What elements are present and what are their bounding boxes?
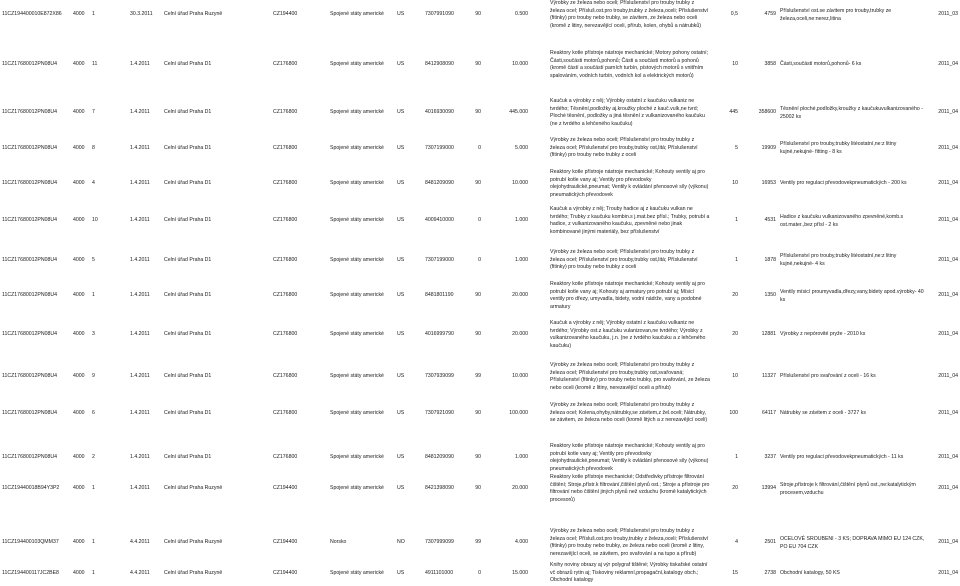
cell-office[interactable]: Celní úřad Praha Ruzyně	[164, 485, 223, 491]
cell-tariff[interactable]: 7307199000	[425, 257, 454, 263]
cell-cc[interactable]: US	[397, 11, 405, 17]
cell-f[interactable]: 20.000	[512, 331, 528, 337]
cell-g[interactable]: 445	[729, 109, 738, 115]
table-row[interactable]	[0, 362, 960, 402]
cell-e[interactable]: 90	[475, 180, 481, 186]
table-row[interactable]	[0, 50, 960, 98]
cell-id[interactable]: 11CZ17680012PN08U4	[2, 331, 57, 337]
cell-f[interactable]: 10.000	[512, 180, 528, 186]
cell-code[interactable]: CZ176800	[273, 454, 298, 460]
table-row[interactable]	[0, 281, 960, 320]
cell-f[interactable]: 0.500	[515, 11, 528, 17]
cell-a[interactable]: 4000	[73, 373, 85, 379]
cell-desc[interactable]: Výrobky ze železa nebo oceli; Příslušenství pro trouby trubky z železa ocel; Přísluš.ost.pro trouby,trubky z železa,oceli; Příslušenství (fitinky) pro trouby nebo trubky, se závitem, ze železa nebo oceli (kromě z litiny, nerezavějící oceli, přírub, kolen, ohybů a nátrubků)	[550, 0, 709, 29]
cell-item[interactable]: Hadice z kaučuku vulkanizovaného zpevněné,komb.s ost.mater.,bez přísl - 2 ks	[780, 214, 904, 228]
cell-b[interactable]: 1	[92, 292, 95, 298]
cell-e[interactable]: 0	[478, 145, 481, 151]
cell-id[interactable]: 11CZ17680012PN08U4	[2, 257, 57, 263]
cell-date[interactable]: 1.4.2011	[130, 373, 150, 379]
cell-g[interactable]: 20	[732, 292, 738, 298]
cell-country[interactable]: Spojené státy americké	[330, 292, 384, 298]
cell-date[interactable]: 1.4.2011	[130, 454, 150, 460]
cell-country[interactable]: Spojené státy americké	[330, 11, 384, 17]
cell-e[interactable]: 90	[475, 410, 481, 416]
cell-id[interactable]: 11CZ17680012PN08U4	[2, 61, 57, 67]
cell-a[interactable]: 4000	[73, 217, 85, 223]
cell-f[interactable]: 1.000	[515, 217, 528, 223]
cell-h[interactable]: 11327	[761, 373, 776, 379]
cell-dt[interactable]: 2011_04	[938, 454, 958, 460]
cell-desc[interactable]: Kaučuk a výrobky z něj; Výrobky ostatní z kaučuku vulkaniz ne tvrdého; Těsnění,podložky aj.kroužky ploché z kauč.vulk,ne tvrd; Ploché těsnění, podložky a jiná těsnění z vulkanizovaného kaučuku (ne z tvrdého a lehčeného kaučuku)	[550, 98, 705, 127]
cell-e[interactable]: 90	[475, 485, 481, 491]
cell-dt[interactable]: 2011_04	[938, 570, 958, 576]
cell-a[interactable]: 4000	[73, 410, 85, 416]
cell-a[interactable]: 4000	[73, 257, 85, 263]
cell-a[interactable]: 4000	[73, 109, 85, 115]
cell-item[interactable]: Ventily pro regulaci převodovekpneumatických - 200 ks	[780, 180, 907, 186]
cell-tariff[interactable]: 4911101000	[425, 570, 454, 576]
cell-cc[interactable]: US	[397, 180, 405, 186]
cell-item[interactable]: Stroje,přístroje k filtrování,čištění plynů ost.,ne:katalytickým procesem,vzduchu	[780, 482, 916, 496]
cell-h[interactable]: 13994	[761, 485, 776, 491]
cell-g[interactable]: 20	[732, 485, 738, 491]
cell-office[interactable]: Celní úřad Praha D1	[164, 373, 212, 379]
cell-f[interactable]: 1.000	[515, 257, 528, 263]
cell-date[interactable]: 4.4.2011	[130, 539, 150, 545]
cell-b[interactable]: 1	[92, 570, 95, 576]
cell-date[interactable]: 1.4.2011	[130, 109, 150, 115]
cell-cc[interactable]: US	[397, 570, 405, 576]
cell-f[interactable]: 10.000	[512, 61, 528, 67]
cell-e[interactable]: 0	[478, 570, 481, 576]
table-row[interactable]	[0, 562, 960, 586]
cell-b[interactable]: 1	[92, 485, 95, 491]
cell-b[interactable]: 11	[92, 61, 98, 67]
cell-item[interactable]: Těsnění ploché,podložky,kroužky z kaučukuvulkanizovaného - 25002 ks	[780, 106, 923, 120]
cell-h[interactable]: 3237	[764, 454, 776, 460]
cell-date[interactable]: 1.4.2011	[130, 331, 150, 337]
cell-tariff[interactable]: 7307999099	[425, 539, 454, 545]
cell-code[interactable]: CZ194400	[273, 539, 298, 545]
cell-office[interactable]: Celní úřad Praha Ruzyně	[164, 11, 223, 17]
cell-h[interactable]: 1350	[764, 292, 776, 298]
cell-dt[interactable]: 2011_04	[938, 180, 958, 186]
cell-item[interactable]: Ventily mísicí proumyvadla,dřezy,vany,bidety apod.výrobky- 40 ks	[780, 289, 924, 303]
cell-tariff[interactable]: 8481209090	[425, 454, 454, 460]
cell-code[interactable]: CZ176800	[273, 61, 298, 67]
cell-dt[interactable]: 2011_04	[938, 539, 958, 545]
cell-h[interactable]: 3858	[764, 61, 776, 67]
cell-code[interactable]: CZ176800	[273, 292, 298, 298]
cell-f[interactable]: 4.000	[515, 539, 528, 545]
cell-dt[interactable]: 2011_03	[938, 11, 958, 17]
cell-country[interactable]: Spojené státy americké	[330, 485, 384, 491]
cell-code[interactable]: CZ176800	[273, 145, 298, 151]
cell-desc[interactable]: Kaučuk a výrobky z něj; Výrobky ostatní z kaučuku vulkaniz ne tvrdého; Výrobky ost.z kaučuku vulanizovan,ne tvrdého; Výrobky z vulkanizovaného kaučuku, j.n. (ne z tvrdého kaučuku a z lehčeného kaučuku)	[550, 320, 706, 349]
cell-a[interactable]: 4000	[73, 454, 85, 460]
cell-f[interactable]: 5.000	[515, 145, 528, 151]
cell-a[interactable]: 4000	[73, 61, 85, 67]
cell-tariff[interactable]: 8481801190	[425, 292, 454, 298]
cell-e[interactable]: 90	[475, 454, 481, 460]
cell-e[interactable]: 0	[478, 257, 481, 263]
cell-tariff[interactable]: 8412908090	[425, 61, 454, 67]
table-row[interactable]	[0, 249, 960, 281]
table-row[interactable]	[0, 98, 960, 137]
cell-e[interactable]: 90	[475, 109, 481, 115]
cell-desc[interactable]: Knihy noviny obrazy aj výr polygraf tištěné; Výrobky tiskařské ostatní vč obrazů rytin aj; Tiskoviny reklamní,propagační,katalogy obch.; Obchodní katalogy	[550, 562, 708, 584]
cell-h[interactable]: 358600	[758, 109, 776, 115]
cell-cc[interactable]: US	[397, 292, 405, 298]
cell-b[interactable]: 9	[92, 373, 95, 379]
cell-id[interactable]: 11CZ17680012PN08U4	[2, 180, 57, 186]
cell-dt[interactable]: 2011_04	[938, 410, 958, 416]
cell-date[interactable]: 30.3.2011	[130, 11, 153, 17]
cell-item[interactable]: Příslušenství pro trouby,trubky litéostatní,ne:z litiny kujné,nekujné- 4 ks	[780, 253, 897, 267]
cell-desc[interactable]: Reaktory kotle přístroje nástroje mechanické; Motory pohony ostatní; Části,součásti motorů,pohonů; Části a součásti motorů a pohonů (kromě částí a součástí parních turbín, pístových motorů s vnitřním spalováním, vodních turbín, vodních kol a elektrických motorů)	[550, 50, 709, 79]
cell-country[interactable]: Norsko	[330, 539, 347, 545]
cell-id[interactable]: 11CZ17680012PN08U4	[2, 109, 57, 115]
cell-h[interactable]: 19909	[761, 145, 776, 151]
cell-g[interactable]: 1	[735, 257, 738, 263]
cell-country[interactable]: Spojené státy americké	[330, 454, 384, 460]
cell-country[interactable]: Spojené státy americké	[330, 257, 384, 263]
cell-desc[interactable]: Reaktory kotle přístroje nástroje mechanické; Kohouty ventily aj pro potrubí kotle vany aj; Ventily pro převodovky olejohydraulické,pneumat; Ventily k ovládání přenosové síly (výkonu) pneumatických převodovek	[550, 443, 709, 472]
cell-f[interactable]: 100.000	[509, 410, 528, 416]
cell-b[interactable]: 10	[92, 217, 98, 223]
cell-item[interactable]: Příslušenství ost.se závitem pro trouby,trubky ze železa,oceli,ne:nerez,litina	[780, 8, 892, 22]
cell-code[interactable]: CZ176800	[273, 373, 298, 379]
cell-code[interactable]: CZ194400	[273, 485, 298, 491]
cell-id[interactable]: 11CZ194400010E872X86	[2, 11, 62, 17]
cell-g[interactable]: 5	[735, 145, 738, 151]
cell-id[interactable]: 11CZ19440018B94Y3P2	[2, 485, 60, 491]
cell-g[interactable]: 0,5	[730, 11, 738, 17]
cell-country[interactable]: Spojené státy americké	[330, 145, 384, 151]
cell-country[interactable]: Spojené státy americké	[330, 180, 384, 186]
cell-a[interactable]: 4000	[73, 11, 85, 17]
cell-b[interactable]: 4	[92, 180, 95, 186]
cell-h[interactable]: 1878	[764, 257, 776, 263]
cell-h[interactable]: 4759	[764, 11, 776, 17]
cell-f[interactable]: 10.000	[512, 373, 528, 379]
cell-code[interactable]: CZ176800	[273, 410, 298, 416]
table-row[interactable]	[0, 528, 960, 562]
cell-office[interactable]: Celní úřad Praha D1	[164, 109, 212, 115]
cell-b[interactable]: 3	[92, 331, 95, 337]
cell-f[interactable]: 20.000	[512, 485, 528, 491]
cell-id[interactable]: 11CZ194400103QMM37	[2, 539, 59, 545]
cell-id[interactable]: 11CZ17680012PN08U4	[2, 292, 57, 298]
cell-desc[interactable]: Výrobky ze železa nebo oceli; Příslušenství pro trouby trubky z železa ocel; Přísluš.ost.pro trouby,trubky z železa,oceli; Příslušenství (fitinky) pro trouby nebo trubky, ze železa nebo oceli (kromě z litiny, nerezavějící oceli, se závitem, pro svařování a na tupo a přírub)	[550, 528, 709, 557]
cell-cc[interactable]: US	[397, 257, 405, 263]
cell-h[interactable]: 16953	[761, 180, 776, 186]
cell-country[interactable]: Spojené státy americké	[330, 109, 384, 115]
cell-h[interactable]: 4531	[764, 217, 776, 223]
cell-code[interactable]: CZ176800	[273, 109, 298, 115]
cell-item[interactable]: Části,součásti motorů,pohonů- 6 ks	[780, 61, 862, 67]
cell-b[interactable]: 2	[92, 454, 95, 460]
cell-item[interactable]: OCELOVÉ SROUBENI - 3 KS; DOPRAVA MIMO EU 124 CZK, PO EU 704 CZK	[780, 536, 925, 550]
cell-id[interactable]: 11CZ17680012PN08U4	[2, 410, 57, 416]
cell-g[interactable]: 1	[735, 217, 738, 223]
cell-date[interactable]: 1.4.2011	[130, 180, 150, 186]
table-row[interactable]	[0, 206, 960, 249]
cell-code[interactable]: CZ176800	[273, 180, 298, 186]
cell-office[interactable]: Celní úřad Praha D1	[164, 257, 212, 263]
cell-date[interactable]: 1.4.2011	[130, 61, 150, 67]
cell-e[interactable]: 90	[475, 11, 481, 17]
cell-a[interactable]: 4000	[73, 485, 85, 491]
table-row[interactable]	[0, 402, 960, 443]
table-row[interactable]	[0, 443, 960, 474]
cell-date[interactable]: 1.4.2011	[130, 410, 150, 416]
cell-code[interactable]: CZ194400	[273, 570, 298, 576]
cell-cc[interactable]: US	[397, 485, 405, 491]
cell-desc[interactable]: Výrobky ze železa nebo oceli; Příslušenství pro trouby trubky z železa ocel; Příslušenství pro trouby,trubky ost,litá; Příslušenství (fitinky) pro trouby nebo trubky z oceli	[550, 137, 698, 159]
cell-item[interactable]: Obchodní katalogy, 50 KS	[780, 570, 840, 576]
cell-dt[interactable]: 2011_04	[938, 331, 958, 337]
cell-tariff[interactable]: 8421398090	[425, 485, 454, 491]
cell-tariff[interactable]: 7307199000	[425, 145, 454, 151]
cell-cc[interactable]: US	[397, 217, 405, 223]
cell-tariff[interactable]: 4016930090	[425, 109, 454, 115]
cell-dt[interactable]: 2011_04	[938, 485, 958, 491]
cell-date[interactable]: 4.4.2011	[130, 570, 150, 576]
cell-tariff[interactable]: 4016999790	[425, 331, 454, 337]
cell-item[interactable]: Výrobky z nepórovité pryže - 2010 ks	[780, 331, 866, 337]
cell-g[interactable]: 10	[732, 180, 738, 186]
cell-item[interactable]: Nátrubky se závitem z oceli - 3727 ks	[780, 410, 866, 416]
cell-code[interactable]: CZ176800	[273, 257, 298, 263]
cell-tariff[interactable]: 7307939099	[425, 373, 454, 379]
cell-country[interactable]: Spojené státy americké	[330, 410, 384, 416]
cell-code[interactable]: CZ176800	[273, 331, 298, 337]
cell-a[interactable]: 4000	[73, 539, 85, 545]
cell-office[interactable]: Celní úřad Praha D1	[164, 217, 212, 223]
cell-desc[interactable]: Reaktory kotle přístroje mechanické; Odstředivky přístroje filtrování čištění; Stroje,přístr.k filtrování,čištění plynů ost.; Stroje a přístroje pro filtrování nebo čištění jiných plynů než vzduchu (kromě katalytických procesorů)	[550, 474, 710, 503]
cell-f[interactable]: 1.000	[515, 454, 528, 460]
cell-country[interactable]: Spojené státy americké	[330, 373, 384, 379]
cell-h[interactable]: 64117	[761, 410, 776, 416]
cell-tariff[interactable]: 4009410000	[425, 217, 454, 223]
cell-dt[interactable]: 2011_04	[938, 257, 958, 263]
cell-date[interactable]: 1.4.2011	[130, 292, 150, 298]
cell-a[interactable]: 4000	[73, 145, 85, 151]
cell-country[interactable]: Spojené státy americké	[330, 61, 384, 67]
cell-office[interactable]: Celní úřad Praha D1	[164, 292, 212, 298]
cell-cc[interactable]: US	[397, 145, 405, 151]
cell-dt[interactable]: 2011_04	[938, 61, 958, 67]
cell-desc[interactable]: Reaktory kotle přístroje nástroje mechanické; Kohouty ventily aj pro potrubí kotle vany aj; Kohouty aj armatury pro potrubí aj; Mísicí ventily pro dřezy, umyvadla, bidety, vodní nádrže, vany a podobné armatury	[550, 281, 705, 310]
cell-id[interactable]: 11CZ194400117JC2BE8	[2, 570, 59, 576]
cell-country[interactable]: Spojené státy americké	[330, 570, 384, 576]
cell-b[interactable]: 7	[92, 109, 95, 115]
cell-country[interactable]: Spojené státy americké	[330, 217, 384, 223]
cell-office[interactable]: Celní úřad Praha D1	[164, 410, 212, 416]
cell-e[interactable]: 99	[475, 539, 481, 545]
cell-h[interactable]: 12881	[761, 331, 776, 337]
cell-b[interactable]: 8	[92, 145, 95, 151]
cell-office[interactable]: Celní úřad Praha Ruzyně	[164, 570, 223, 576]
cell-a[interactable]: 4000	[73, 292, 85, 298]
table-row[interactable]	[0, 474, 960, 528]
cell-g[interactable]: 15	[732, 570, 738, 576]
cell-tariff[interactable]: 7307921090	[425, 410, 454, 416]
cell-cc[interactable]: US	[397, 373, 405, 379]
cell-desc[interactable]: Kaučuk a výrobky z něj; Trouby hadice aj z kaučuku vulkan ne tvrdého; Trubky z kaučuku kombin.s j.mat.bez přísl.; Trubky, potrubí a hadice, z vulkanizovaného kaučuku, zpevněné nebo jinak kombinované jinými materiály, bez příslušenství	[550, 206, 710, 235]
cell-desc[interactable]: Výrobky ze železa nebo oceli; Příslušenství pro trouby trubky z železa ocel; Příslušenství pro trouby,trubky ost,svařovaná; Příslušenství (fitinky) pro trouby nebo trubky, pro svařování, ze železa nebo oceli (kromě z litiny, nerezavějící oceli a přírub)	[550, 362, 710, 391]
cell-e[interactable]: 99	[475, 373, 481, 379]
cell-cc[interactable]: US	[397, 454, 405, 460]
cell-cc[interactable]: US	[397, 410, 405, 416]
cell-f[interactable]: 20.000	[512, 292, 528, 298]
cell-cc[interactable]: US	[397, 331, 405, 337]
cell-h[interactable]: 2501	[764, 539, 776, 545]
cell-item[interactable]: Příslušenství pro trouby,trubky litéostatní,ne:z litiny kujné,nekujné- fitting - 8 ks	[780, 141, 897, 155]
cell-cc[interactable]: US	[397, 109, 405, 115]
cell-cc[interactable]: US	[397, 61, 405, 67]
table-row[interactable]	[0, 169, 960, 206]
cell-dt[interactable]: 2011_04	[938, 292, 958, 298]
cell-dt[interactable]: 2011_04	[938, 373, 958, 379]
cell-desc[interactable]: Výrobky ze železa nebo oceli; Příslušenství pro trouby trubky z železa ocel; Příslušenství pro trouby,trubky ost,litá; Příslušenství (fitinky) pro trouby nebo trubky z oceli	[550, 249, 698, 271]
cell-e[interactable]: 0	[478, 217, 481, 223]
cell-g[interactable]: 1	[735, 454, 738, 460]
cell-country[interactable]: Spojené státy americké	[330, 331, 384, 337]
cell-a[interactable]: 4000	[73, 331, 85, 337]
cell-g[interactable]: 4	[735, 539, 738, 545]
cell-f[interactable]: 445.000	[509, 109, 528, 115]
cell-dt[interactable]: 2011_04	[938, 217, 958, 223]
cell-desc[interactable]: Reaktory kotle přístroje nástroje mechanické; Kohouty ventily aj pro potrubí kotle vany aj; Ventily pro převodovky olejohydraulické,pneumat; Ventily k ovládání přenosové síly (výkonu) pneumatických převodovek	[550, 169, 709, 198]
cell-tariff[interactable]: 7307991090	[425, 11, 454, 17]
cell-office[interactable]: Celní úřad Praha D1	[164, 61, 212, 67]
cell-id[interactable]: 11CZ17680012PN08U4	[2, 454, 57, 460]
cell-e[interactable]: 90	[475, 61, 481, 67]
cell-f[interactable]: 15.000	[512, 570, 528, 576]
cell-id[interactable]: 11CZ17680012PN08U4	[2, 373, 57, 379]
cell-dt[interactable]: 2011_04	[938, 109, 958, 115]
cell-date[interactable]: 1.4.2011	[130, 145, 150, 151]
cell-item[interactable]: Příslušenství pro svařování z oceli - 16 ks	[780, 373, 876, 379]
cell-id[interactable]: 11CZ17680012PN08U4	[2, 217, 57, 223]
cell-code[interactable]: CZ194400	[273, 11, 298, 17]
cell-office[interactable]: Celní úřad Praha D1	[164, 331, 212, 337]
cell-office[interactable]: Celní úřad Praha D1	[164, 145, 212, 151]
cell-a[interactable]: 4000	[73, 570, 85, 576]
cell-date[interactable]: 1.4.2011	[130, 217, 150, 223]
cell-g[interactable]: 100	[729, 410, 738, 416]
cell-b[interactable]: 5	[92, 257, 95, 263]
cell-b[interactable]: 6	[92, 410, 95, 416]
table-row[interactable]	[0, 137, 960, 169]
cell-tariff[interactable]: 8481209090	[425, 180, 454, 186]
cell-e[interactable]: 90	[475, 292, 481, 298]
cell-date[interactable]: 1.4.2011	[130, 485, 150, 491]
cell-office[interactable]: Celní úřad Praha D1	[164, 454, 212, 460]
cell-code[interactable]: CZ176800	[273, 217, 298, 223]
cell-cc[interactable]: NO	[397, 539, 405, 545]
cell-g[interactable]: 10	[732, 373, 738, 379]
cell-dt[interactable]: 2011_04	[938, 145, 958, 151]
cell-b[interactable]: 1	[92, 11, 95, 17]
cell-b[interactable]: 1	[92, 539, 95, 545]
cell-item[interactable]: Ventily pro regulaci převodovekpneumatických - 11 ks	[780, 454, 904, 460]
table-row[interactable]	[0, 0, 960, 46]
cell-g[interactable]: 10	[732, 61, 738, 67]
cell-date[interactable]: 1.4.2011	[130, 257, 150, 263]
cell-office[interactable]: Celní úřad Praha Ruzyně	[164, 539, 223, 545]
table-row[interactable]	[0, 320, 960, 362]
cell-h[interactable]: 2738	[764, 570, 776, 576]
cell-id[interactable]: 11CZ17680012PN08U4	[2, 145, 57, 151]
cell-office[interactable]: Celní úřad Praha D1	[164, 180, 212, 186]
cell-desc[interactable]: Výrobky ze železa nebo oceli; Příslušenství pro trouby trubky z železa ocel; Kolena,ohyby,nátrubky,se závitem,z žel.oceli; Nátrubky, se závitem, ze železa nebo oceli (kromě litých a z nerezavějící oceli)	[550, 402, 708, 424]
cell-e[interactable]: 90	[475, 331, 481, 337]
cell-g[interactable]: 20	[732, 331, 738, 337]
cell-a[interactable]: 4000	[73, 180, 85, 186]
